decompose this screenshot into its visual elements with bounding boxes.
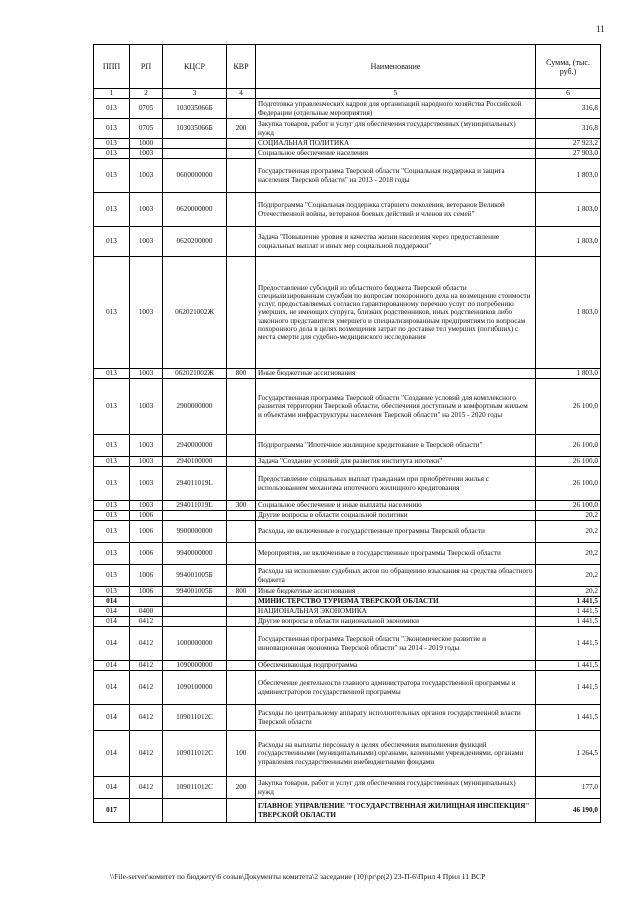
cell-kvr [227, 705, 256, 731]
cell-rp: 1003 [130, 227, 163, 257]
cell-name: Закупка товаров, работ и услуг для обеспечения государственных (муниципальных) нужд [256, 119, 536, 139]
cell-sum: 1 803,0 [536, 159, 601, 193]
cell-kcsr: 9940000000 [163, 543, 227, 565]
table-row [94, 671, 601, 705]
table-row [94, 565, 601, 587]
cell-kcsr: 062021002Ж [163, 369, 227, 379]
cell-kvr: 800 [227, 587, 256, 597]
cell-kvr [227, 467, 256, 501]
table-row [94, 705, 601, 731]
cell-rp: 1003 [130, 435, 163, 457]
file-path-footer: \\File-server\комитет по бюджету\6 созыв\Документы комитета\2 заседание (10)\pr\pr(2) 23-П-6\Прил 4 Прил 11 ВСР [110, 872, 486, 881]
cell-name: Расходы, не включенные в государственные программы Тверской области [256, 521, 536, 543]
cell-ppp: 013 [94, 565, 130, 587]
cell-sum: 46 190,0 [536, 799, 601, 823]
table-row [94, 119, 601, 139]
cell-kvr [227, 565, 256, 587]
cell-kvr: 200 [227, 777, 256, 799]
table-row [94, 149, 601, 159]
cell-name: Расходы по центральному аппарату исполнительных органов государственной власти Тверской области [256, 705, 536, 731]
table-row [94, 139, 601, 149]
table-row [94, 227, 601, 257]
cell-name: ГЛАВНОЕ УПРАВЛЕНИЕ "ГОСУДАРСТВЕННАЯ ЖИЛИЩНАЯ ИНСПЕКЦИЯ" ТВЕРСКОЙ ОБЛАСТИ [256, 799, 536, 823]
col-header-sum: Сумма, (тыс. руб.) [536, 45, 601, 89]
cell-sum: 26 100,0 [536, 467, 601, 501]
cell-rp: 1006 [130, 587, 163, 597]
cell-sum: 27 923,2 [536, 139, 601, 149]
cell-kvr: 100 [227, 731, 256, 777]
cell-sum: 1 441,5 [536, 617, 601, 627]
cell-name: МИНИСТЕРСТВО ТУРИЗМА ТВЕРСКОЙ ОБЛАСТИ [256, 597, 536, 607]
cell-kvr: 200 [227, 119, 256, 139]
cell-ppp: 017 [94, 799, 130, 823]
cell-rp: 1006 [130, 521, 163, 543]
cell-name: Другие вопросы в области социальной политики [256, 511, 536, 521]
cell-kvr [227, 457, 256, 467]
cell-rp [130, 597, 163, 607]
cell-kcsr: 1090100000 [163, 671, 227, 705]
cell-kvr [227, 227, 256, 257]
table-row [94, 731, 601, 777]
cell-ppp: 013 [94, 435, 130, 457]
cell-name: Подпрограмма "Социальная поддержка старшего поколения, ветеранов Великой Отечественной войны, ветеранов боевых действий и членов их семей" [256, 193, 536, 227]
cell-rp: 0412 [130, 617, 163, 627]
cell-ppp: 014 [94, 597, 130, 607]
cell-rp: 1003 [130, 149, 163, 159]
cell-kcsr: 062021002Ж [163, 257, 227, 369]
cell-sum: 20,2 [536, 587, 601, 597]
cell-kcsr: 994001005Б [163, 587, 227, 597]
cell-rp: 1003 [130, 379, 163, 435]
cell-name: Предоставление субсидий из областного бюджета Тверской области специализированным службам по вопросам похоронного дела на возмещение стоимости услуг, предоставляемых согласно гарантированному перечню услуг по погребению умерших, не имеющих супруга, близких родственников, иных родственников либо законного представителя умершего и специализированным предприятиям по вопросам похоронного дела в целях возмещения затрат по доставке тел умерших (погибших) с места смерти для судебно-медицинского исследования [256, 257, 536, 369]
cell-sum: 1 441,5 [536, 671, 601, 705]
table-row [94, 607, 601, 617]
cell-sum: 1 441,5 [536, 597, 601, 607]
cell-kcsr: 1000000000 [163, 627, 227, 661]
column-index: 1 [94, 89, 130, 99]
cell-sum: 1 441,5 [536, 627, 601, 661]
cell-sum: 20,2 [536, 543, 601, 565]
cell-rp [130, 799, 163, 823]
cell-kvr [227, 521, 256, 543]
cell-name: Подготовка управленческих кадров для организаций народного хозяйства Российской Федерации (отдельные мероприятия) [256, 99, 536, 119]
cell-ppp: 014 [94, 627, 130, 661]
cell-kvr [227, 149, 256, 159]
column-index: 4 [227, 89, 256, 99]
cell-name: Мероприятия, не включенные в государственные программы Тверской области [256, 543, 536, 565]
table-row [94, 521, 601, 543]
cell-kcsr: 0620200000 [163, 227, 227, 257]
cell-ppp: 013 [94, 159, 130, 193]
cell-sum: 177,0 [536, 777, 601, 799]
cell-sum: 26 100,0 [536, 457, 601, 467]
cell-sum: 316,8 [536, 99, 601, 119]
table-row [94, 457, 601, 467]
cell-kvr [227, 661, 256, 671]
cell-rp: 0412 [130, 731, 163, 777]
col-header-name: Наименование [256, 45, 536, 89]
table-row [94, 511, 601, 521]
cell-rp: 0400 [130, 607, 163, 617]
cell-sum: 1 441,5 [536, 705, 601, 731]
cell-sum: 20,2 [536, 511, 601, 521]
cell-kcsr: 103035066Б [163, 119, 227, 139]
cell-kcsr: 0600000000 [163, 159, 227, 193]
table-row [94, 99, 601, 119]
cell-kcsr: 1090000000 [163, 661, 227, 671]
cell-ppp: 014 [94, 607, 130, 617]
cell-kvr [227, 511, 256, 521]
cell-name: Иные бюджетные ассигнования [256, 369, 536, 379]
cell-ppp: 014 [94, 661, 130, 671]
cell-ppp: 013 [94, 457, 130, 467]
cell-kcsr: 2940100000 [163, 457, 227, 467]
cell-kcsr: 2940000000 [163, 435, 227, 457]
cell-ppp: 013 [94, 467, 130, 501]
cell-rp: 1003 [130, 257, 163, 369]
cell-ppp: 013 [94, 149, 130, 159]
cell-name: Расходы на выплаты персоналу в целях обеспечения выполнения функций государственными (муниципальными) органами, казенными учреждениями, органами управления государственными внебюджетными фондами [256, 731, 536, 777]
cell-kvr [227, 543, 256, 565]
cell-name: Другие вопросы в области национальной экономики [256, 617, 536, 627]
cell-kcsr [163, 799, 227, 823]
cell-kvr: 800 [227, 369, 256, 379]
page-number: 11 [596, 24, 605, 34]
column-index: 5 [256, 89, 536, 99]
cell-sum: 27 903,0 [536, 149, 601, 159]
cell-kcsr [163, 597, 227, 607]
table-row [94, 435, 601, 457]
cell-rp: 1003 [130, 501, 163, 511]
cell-kcsr [163, 139, 227, 149]
column-index: 2 [130, 89, 163, 99]
table-row [94, 501, 601, 511]
cell-kvr [227, 139, 256, 149]
table-row [94, 467, 601, 501]
cell-sum: 1 441,5 [536, 607, 601, 617]
cell-rp: 0412 [130, 777, 163, 799]
cell-name: Задача "Создание условий для развития института ипотеки" [256, 457, 536, 467]
table-row [94, 159, 601, 193]
cell-ppp: 013 [94, 511, 130, 521]
cell-rp: 1003 [130, 193, 163, 227]
cell-kcsr: 109011012С [163, 731, 227, 777]
cell-name: Закупка товаров, работ и услуг для обеспечения государственных (муниципальных) нужд [256, 777, 536, 799]
table-row [94, 627, 601, 661]
cell-kcsr: 9900000000 [163, 521, 227, 543]
cell-kvr [227, 671, 256, 705]
table-row [94, 369, 601, 379]
cell-kcsr: 103035066Б [163, 99, 227, 119]
cell-kvr: 300 [227, 501, 256, 511]
cell-ppp: 013 [94, 119, 130, 139]
cell-kcsr: 0620000000 [163, 193, 227, 227]
cell-kvr [227, 159, 256, 193]
cell-ppp: 013 [94, 257, 130, 369]
cell-kcsr [163, 511, 227, 521]
cell-name: Социальное обеспечение населения [256, 149, 536, 159]
cell-ppp: 014 [94, 617, 130, 627]
cell-kvr [227, 607, 256, 617]
cell-name: Предоставление социальных выплат гражданам при приобретении жилья с использованием механизма ипотечного жилищного кредитования [256, 467, 536, 501]
cell-kcsr [163, 149, 227, 159]
cell-kcsr: 294011019L [163, 501, 227, 511]
table-row [94, 543, 601, 565]
column-index: 6 [536, 89, 601, 99]
table-row [94, 799, 601, 823]
cell-sum: 316,8 [536, 119, 601, 139]
table-row [94, 661, 601, 671]
cell-rp: 1006 [130, 543, 163, 565]
cell-kcsr: 109011012С [163, 777, 227, 799]
cell-ppp: 013 [94, 139, 130, 149]
cell-sum: 20,2 [536, 565, 601, 587]
cell-rp: 0412 [130, 705, 163, 731]
cell-ppp: 013 [94, 193, 130, 227]
cell-name: Обеспечивающая подпрограмма [256, 661, 536, 671]
cell-sum: 1 803,0 [536, 227, 601, 257]
cell-kcsr: 2900000000 [163, 379, 227, 435]
cell-ppp: 014 [94, 731, 130, 777]
cell-ppp: 013 [94, 587, 130, 597]
cell-ppp: 013 [94, 99, 130, 119]
table-row [94, 193, 601, 227]
cell-sum: 20,2 [536, 521, 601, 543]
cell-sum: 26 100,0 [536, 501, 601, 511]
cell-rp: 0705 [130, 119, 163, 139]
cell-ppp: 014 [94, 777, 130, 799]
cell-name: Подпрограмма "Ипотечное жилищное кредитование в Тверской области" [256, 435, 536, 457]
cell-sum: 1 441,5 [536, 661, 601, 671]
col-header-ppp: ППП [94, 45, 130, 89]
column-index: 3 [163, 89, 227, 99]
cell-name: Расходы на исполнение судебных актов по обращению взыскания на средства областного бюджета [256, 565, 536, 587]
cell-kvr [227, 99, 256, 119]
col-header-kcsr: КЦСР [163, 45, 227, 89]
cell-sum: 1 803,0 [536, 369, 601, 379]
cell-name: Государственная программа Тверской области "Социальная поддержка и защита населения Тверской области" на 2013 - 2018 годы [256, 159, 536, 193]
cell-ppp: 013 [94, 379, 130, 435]
cell-name: Обеспечение деятельности главного администратора государственной программы и администраторов государственной программы [256, 671, 536, 705]
cell-sum: 1 264,5 [536, 731, 601, 777]
cell-rp: 0412 [130, 627, 163, 661]
cell-kvr [227, 799, 256, 823]
budget-table [93, 44, 601, 823]
cell-ppp: 014 [94, 671, 130, 705]
cell-kcsr: 994001005Б [163, 565, 227, 587]
cell-name: Государственная программа Тверской области "Экономическое развитие и инновационная экономика Тверской области" на 2014 - 2019 годы [256, 627, 536, 661]
cell-kvr [227, 379, 256, 435]
cell-kvr [227, 257, 256, 369]
col-header-kvr: КВР [227, 45, 256, 89]
cell-kcsr: 109011012С [163, 705, 227, 731]
cell-kcsr [163, 607, 227, 617]
cell-sum: 26 100,0 [536, 379, 601, 435]
cell-name: Государственная программа Тверской области "Создание условий для комплексного развития территории Тверской области, обеспечения доступным и комфортным жильем и объектами инфраструктуры населения Тверской области" на 2015 - 2020 годы [256, 379, 536, 435]
table-row [94, 379, 601, 435]
cell-name: Задача "Повышение уровня и качества жизни населения через предоставление социальных выплат и иных мер социальной поддержки" [256, 227, 536, 257]
cell-ppp: 013 [94, 543, 130, 565]
cell-name: НАЦИОНАЛЬНАЯ ЭКОНОМИКА [256, 607, 536, 617]
cell-rp: 1003 [130, 467, 163, 501]
cell-name: СОЦИАЛЬНАЯ ПОЛИТИКА [256, 139, 536, 149]
cell-rp: 0412 [130, 671, 163, 705]
cell-kcsr: 294011019L [163, 467, 227, 501]
table-row [94, 257, 601, 369]
cell-rp: 1003 [130, 457, 163, 467]
cell-ppp: 013 [94, 501, 130, 511]
cell-kvr [227, 435, 256, 457]
cell-ppp: 013 [94, 227, 130, 257]
cell-ppp: 013 [94, 521, 130, 543]
col-header-rp: РП [130, 45, 163, 89]
cell-ppp: 014 [94, 705, 130, 731]
cell-rp: 0705 [130, 99, 163, 119]
column-index-row [94, 89, 601, 99]
cell-kvr [227, 597, 256, 607]
cell-kvr [227, 627, 256, 661]
cell-rp: 0412 [130, 661, 163, 671]
cell-sum: 1 803,0 [536, 257, 601, 369]
cell-rp: 1006 [130, 511, 163, 521]
cell-kcsr [163, 617, 227, 627]
cell-sum: 26 100,0 [536, 435, 601, 457]
table-body [94, 99, 601, 823]
cell-rp: 1003 [130, 369, 163, 379]
cell-rp: 1000 [130, 139, 163, 149]
cell-kvr [227, 193, 256, 227]
table-row [94, 597, 601, 607]
cell-name: Социальное обеспечение и иные выплаты населению [256, 501, 536, 511]
cell-ppp: 013 [94, 369, 130, 379]
table-row [94, 587, 601, 597]
cell-rp: 1003 [130, 159, 163, 193]
cell-rp: 1006 [130, 565, 163, 587]
table-header-row [94, 45, 601, 89]
table-row [94, 617, 601, 627]
cell-kvr [227, 617, 256, 627]
table-row [94, 777, 601, 799]
cell-sum: 1 803,0 [536, 193, 601, 227]
cell-name: Иные бюджетные ассигнования [256, 587, 536, 597]
